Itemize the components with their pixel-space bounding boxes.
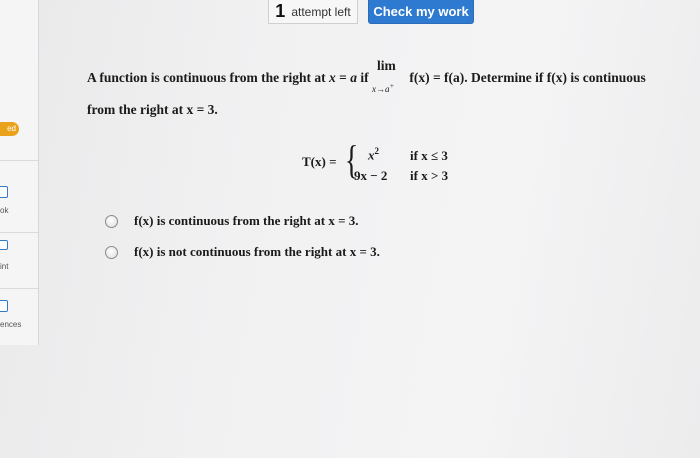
- limit-notation: [371, 58, 406, 94]
- question-text-part: f(x) = f(a). Determine if f(x) is continuous: [405, 70, 646, 85]
- piece-1-exponent: 2: [374, 146, 379, 156]
- question-text-part: x: [329, 70, 336, 85]
- piece-2-expression: 9x − 2: [354, 168, 388, 183]
- piece-1-condition: if x ≤ 3: [410, 148, 448, 163]
- sidebar-item-references[interactable]: [0, 300, 36, 340]
- answer-option-2[interactable]: [105, 244, 380, 260]
- references-icon: [0, 300, 8, 312]
- book-icon: [0, 186, 8, 198]
- function-name: T(x) =: [302, 154, 337, 169]
- limit-superscript: +: [389, 82, 395, 90]
- question-line-1: [87, 58, 646, 94]
- sidebar: [0, 0, 39, 345]
- top-bar: [268, 0, 474, 24]
- question-text-part: if: [356, 70, 372, 85]
- limit-subscript-text: x→a: [371, 84, 390, 94]
- radio-button[interactable]: [105, 246, 118, 259]
- limit-word: lim: [376, 58, 396, 73]
- question-text-part: =: [335, 70, 351, 85]
- piece-1-base: x: [368, 147, 375, 163]
- question-text-part: A function is continuous from the right at: [87, 70, 330, 85]
- piece-2-condition: if x > 3: [410, 168, 449, 183]
- radio-button[interactable]: [105, 215, 118, 228]
- question-text-part: a: [350, 70, 357, 85]
- sidebar-item-label: int: [0, 262, 9, 271]
- sidebar-item-label: ences: [0, 320, 22, 329]
- sidebar-item-ebook[interactable]: [0, 186, 36, 226]
- brace-icon: {: [344, 137, 359, 182]
- attempts-label: attempt left: [291, 4, 351, 19]
- attempts-indicator: [268, 0, 358, 24]
- check-my-work-button[interactable]: Check my work: [368, 0, 474, 24]
- attempts-count: 1: [275, 1, 286, 21]
- answer-option-label: f(x) is continuous from the right at x = 3.: [134, 213, 359, 228]
- status-badge: ed: [0, 122, 19, 136]
- sidebar-item-label: ok: [0, 206, 9, 215]
- answer-option-1[interactable]: [105, 213, 359, 229]
- print-icon: [0, 240, 8, 250]
- sidebar-divider: [0, 232, 38, 233]
- piece-1-expression: [368, 146, 379, 163]
- limit-subscript: [372, 82, 394, 95]
- answer-option-label: f(x) is not continuous from the right at x = 3.: [134, 244, 380, 259]
- sidebar-item-print[interactable]: [0, 240, 36, 280]
- sidebar-divider: [0, 160, 38, 161]
- question-line-2: from the right at x = 3.: [87, 102, 218, 117]
- sidebar-divider: [0, 288, 38, 289]
